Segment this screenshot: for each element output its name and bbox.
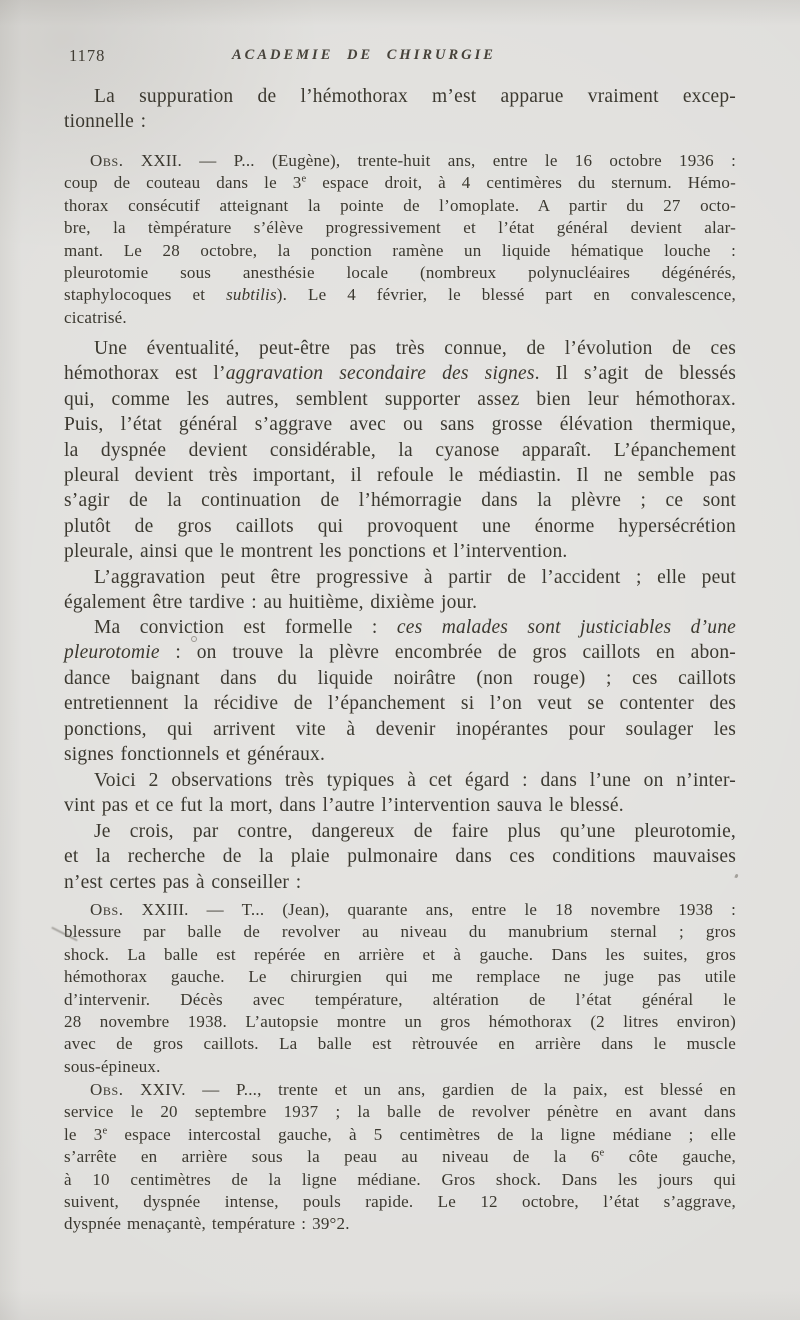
text-segment: pleurale, ainsi que le montrent les ponctions et l’intervention. (64, 541, 568, 563)
text-line (64, 944, 736, 966)
text-line (64, 463, 736, 488)
intro-paragraph (64, 84, 736, 135)
text-segment: Ma conviction est formelle : (94, 617, 397, 638)
text-segment: e (102, 1125, 108, 1137)
text-segment: hémothorax est l’ (64, 363, 226, 385)
text-line (64, 870, 736, 895)
text-line (64, 717, 736, 742)
text-segment: Voici 2 observations très typiques à cet égard : dans l’une on n’inter- (94, 770, 736, 791)
text-segment: d’intervenir. Décès avec température, altération de l’état général le (64, 989, 736, 1009)
text-line (64, 966, 736, 988)
text-segment: signes fonctionnels et généraux. (64, 744, 326, 766)
text-segment: ces malades sont justiciables d’une (396, 617, 736, 638)
text-segment: 28 novembre 1938. L’autopsie montre un gros hémothorax (2 litres environ) (64, 1012, 736, 1032)
text-segment: thorax consécutif atteignant la pointe de l’omoplate. A partir du 27 octo- (64, 195, 736, 215)
ink-speck (734, 874, 738, 879)
text-line (64, 217, 736, 239)
aggravation-paragraph (64, 336, 736, 565)
text-segment: sous-épineux. (64, 1056, 161, 1076)
text-line (64, 84, 736, 109)
observation-xxiv (64, 1079, 736, 1236)
text-segment: ). Le 4 février, le blessé part en convalescence, (276, 285, 736, 305)
caution-paragraph (64, 819, 736, 895)
text-segment: à 10 centimètres de la ligne médiane. Gros shock. Dans les jours qui (64, 1169, 736, 1189)
text-line (64, 172, 736, 194)
text-segment: L’aggravation peut être progressive à partir de l’accident ; elle peut (94, 567, 736, 588)
text-segment: s’agir de la continuation de l’hémorragie dans la plèvre ; ce sont (64, 490, 736, 512)
text-segment: aggravation secondaire des signes (225, 363, 535, 385)
text-line (64, 742, 736, 767)
text-segment: Je crois, par contre, dangereux de faire plus qu’une pleurotomie, (94, 821, 736, 842)
text-line (64, 361, 736, 386)
text-segment: subtilis (226, 285, 277, 305)
text-line (64, 1191, 736, 1213)
text-line (64, 640, 736, 665)
text-segment: qui, comme les autres, semblent supporter assez bien leur hémothorax. (64, 388, 736, 410)
text-segment: et la recherche de la plaie pulmonaire dans ces conditions mauvaises (64, 846, 736, 868)
text-line (64, 284, 736, 306)
text-segment: hémothorax gauche. Le chirurgien qui me remplace ne juge pas utile (64, 967, 736, 987)
text-line (64, 1101, 736, 1123)
text-segment: espace intercostal gauche, à 5 centimètres de la ligne médiane ; elle (107, 1124, 736, 1144)
text-segment: ponctions, qui arrivent vite à devenir inopérantes pour soulager les (64, 718, 736, 740)
page-body (64, 0, 736, 1320)
text-line (64, 262, 736, 284)
text-line (64, 109, 736, 134)
text-segment: mant. Le 28 octobre, la ponction ramène un liquide hématique louche : (64, 240, 736, 260)
text-segment: dyspnée menaçantè, température : 39°2. (64, 1214, 350, 1234)
text-segment: Puis, l’état général s’aggrave avec ou sans grosse élévation thermique, (64, 414, 736, 436)
text-segment: : on trouve la plèvre encombrée de gros caillots en abon- (159, 642, 736, 664)
text-segment: bre, la tèmpérature s’élève progressivement et l’état général devient alar- (64, 218, 736, 238)
text-line (64, 989, 736, 1011)
text-segment: Obs. (90, 151, 124, 170)
text-line (64, 195, 736, 217)
text-line (64, 150, 736, 172)
progression-paragraph (64, 565, 736, 616)
text-line (64, 1124, 736, 1146)
text-line (64, 387, 736, 412)
text-segment: entretiennent la récidive de l’épanchement si l’on veut se contenter des (64, 693, 736, 715)
text-segment: pleurotomie sous anesthésie locale (nombreux polynucléaires dégénérés, (64, 263, 736, 283)
text-line (64, 1146, 736, 1168)
text-line (64, 615, 736, 640)
text-segment: s’arrête en arrière sous la peau au niveau de la 6 (64, 1147, 600, 1167)
text-line (64, 1213, 736, 1235)
text-segment: Obs. (90, 900, 124, 919)
text-line (64, 899, 736, 921)
text-segment: également être tardive : au huitième, dixième jour. (64, 592, 478, 614)
ink-speck (191, 636, 197, 642)
text-line (64, 565, 736, 590)
text-segment: pleural devient très important, il refoule le médiastin. Il ne semble pas (64, 465, 736, 487)
text-line (64, 921, 736, 943)
text-segment: XXIII. — T... (Jean), quarante ans, entre le 18 novembre 1938 : (123, 900, 736, 919)
two-observations-paragraph (64, 768, 736, 819)
text-line (64, 488, 736, 513)
text-line (64, 336, 736, 361)
text-segment: La suppuration de l’hémothorax m’est apparue vraiment excep- (94, 86, 736, 107)
text-line (64, 438, 736, 463)
text-segment: coup de couteau dans le 3 (64, 173, 302, 193)
text-line (64, 307, 736, 329)
text-segment: n’est certes pas à conseiller : (64, 871, 302, 893)
text-segment: vint pas et ce fut la mort, dans l’autre l’intervention sauva le blessé. (64, 795, 624, 817)
text-segment: le 3 (64, 1124, 103, 1144)
text-line (64, 819, 736, 844)
text-line (64, 1056, 736, 1078)
text-segment: cicatrisé. (64, 307, 127, 327)
text-segment: e (599, 1147, 605, 1159)
text-segment: service le 20 septembre 1937 ; la balle de revolver pénètre en avant dans (64, 1102, 736, 1122)
observation-xxii (64, 150, 736, 329)
text-line (64, 666, 736, 691)
text-segment: suivent, dyspnée intense, pouls rapide. Le 12 octobre, l’état s’aggrave, (64, 1192, 736, 1212)
text-segment: Une éventualité, peut-être pas très connue, de l’évolution de ces (94, 338, 736, 359)
text-segment: dance baignant dans du liquide noirâtre (non rouge) ; ces caillots (64, 667, 736, 689)
text-segment: XXIV. — P..., trente et un ans, gardien de la paix, est blessé en (123, 1080, 736, 1099)
text-segment: tionnelle : (64, 111, 147, 133)
conviction-paragraph (64, 615, 736, 767)
text-line (64, 793, 736, 818)
text-line (64, 1079, 736, 1101)
text-segment: espace droit, à 4 centimères du sternum. Hémo- (306, 173, 736, 193)
text-line (64, 590, 736, 615)
text-segment: XXII. — P... (Eugène), trente-huit ans, entre le 16 octobre 1936 : (123, 151, 736, 170)
text-line (64, 240, 736, 262)
text-segment: la dyspnée devient considérable, la cyanose apparaît. L’épanchement (64, 439, 736, 461)
text-line (64, 539, 736, 564)
text-line (64, 1033, 736, 1055)
text-line (64, 412, 736, 437)
text-segment: côte gauche, (604, 1147, 736, 1167)
text-line (64, 844, 736, 869)
text-segment: Obs. (90, 1080, 124, 1099)
text-line (64, 768, 736, 793)
text-segment: e (301, 173, 307, 185)
text-segment: blessure par balle de revolver au niveau du manubrium sternal ; gros (64, 922, 736, 942)
text-segment: . Il s’agit de blessés (534, 363, 736, 385)
text-segment: plutôt de gros caillots qui provoquent une énorme hypersécrétion (64, 515, 736, 537)
observation-xxiii (64, 899, 736, 1078)
text-line (64, 1011, 736, 1033)
page-number: 1178 (69, 46, 106, 65)
text-segment: staphylocoques et (64, 285, 227, 305)
text-line (64, 1169, 736, 1191)
text-segment: shock. La balle est repérée en arrière et à gauche. Dans les suites, gros (64, 944, 736, 964)
text-line (64, 691, 736, 716)
text-line (64, 514, 736, 539)
text-segment: pleurotomie (64, 642, 160, 664)
text-segment: avec de gros caillots. La balle est rètrouvée en arrière dans le muscle (64, 1034, 736, 1054)
running-title: ACADEMIE DE CHIRURGIE (232, 47, 496, 63)
